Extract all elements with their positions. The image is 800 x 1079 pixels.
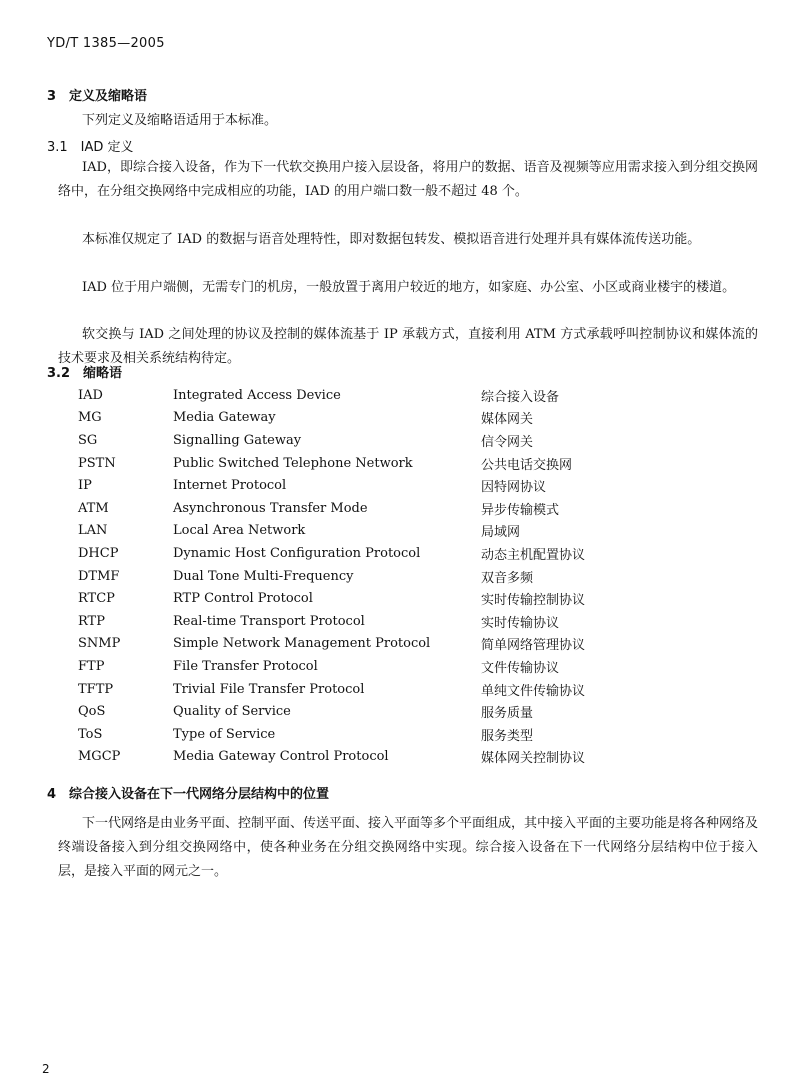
abbreviation-row — [78, 384, 681, 407]
abbreviation-chinese: 实时传输协议 — [481, 615, 560, 631]
abbreviation-term: SNMP — [78, 636, 121, 652]
abbreviation-english: Local Area Network — [173, 523, 306, 539]
abbreviations-table — [78, 384, 681, 768]
abbreviation-chinese: 双音多频 — [481, 570, 534, 586]
page-number: 2 — [42, 1062, 50, 1076]
abbreviation-term: MG — [78, 410, 102, 426]
abbreviation-chinese: 因特网协议 — [481, 480, 547, 496]
abbreviation-english: Integrated Access Device — [173, 387, 341, 403]
abbreviation-term: SG — [78, 432, 98, 448]
abbreviation-row — [78, 700, 681, 723]
section-3-1-paragraph-3: IAD 位于用户端侧，无需专门的机房，一般放置于离用户较近的地方，如家庭、办公室、小区或商业楼宇的楼道。 — [82, 280, 736, 295]
abbreviation-chinese: 服务类型 — [481, 728, 534, 744]
abbreviation-term: PSTN — [78, 455, 116, 471]
abbreviation-english: Dynamic Host Configuration Protocol — [173, 545, 421, 561]
abbreviation-english: Asynchronous Transfer Mode — [173, 500, 368, 516]
abbreviation-chinese: 信令网关 — [481, 434, 534, 450]
abbreviation-term: QoS — [78, 704, 106, 720]
abbreviation-chinese: 单纯文件传输协议 — [481, 683, 586, 699]
abbreviation-english: Internet Protocol — [173, 478, 287, 494]
abbreviation-chinese: 局域网 — [481, 525, 521, 541]
abbreviation-row — [78, 452, 681, 475]
abbreviation-english: RTP Control Protocol — [173, 591, 313, 607]
section-3-2-title: 3.2 缩略语 — [47, 366, 123, 381]
standard-number-header: YD/T 1385—2005 — [47, 36, 165, 51]
abbreviation-english: Quality of Service — [173, 704, 291, 720]
section-4-title: 4 综合接入设备在下一代网络分层结构中的位置 — [47, 787, 330, 802]
abbreviation-chinese: 文件传输协议 — [481, 660, 560, 676]
abbreviation-row — [78, 542, 681, 565]
section-3-1-paragraph-4: 软交换与 IAD 之间处理的协议及控制的媒体流基于 IP 承载方式，直接利用 ATM 方式承载呼叫控制协议和媒体流的技术要求及相关系统结构待定。 — [58, 327, 758, 366]
section-3-intro: 下列定义及缩略语适用于本标准。 — [82, 113, 278, 128]
section-4-paragraph-1: 下一代网络是由业务平面、控制平面、传送平面、接入平面等多个平面组成，其中接入平面的主要功能是将各种网络及终端设备接入到分组交换网络中，使各种业务在分组交换网络中实现。综合接入设备在下一代网络分层结构中位于接入层，是接入平面的网元之一。 — [58, 816, 759, 879]
section-3-1-paragraph-2: 本标准仅规定了 IAD 的数据与语音处理特性，即对数据包转发、模拟语音进行处理并具有媒体流传送功能。 — [82, 232, 701, 247]
abbreviation-row — [78, 474, 681, 497]
abbreviation-english: Real-time Transport Protocol — [173, 613, 365, 629]
abbreviation-chinese: 实时传输控制协议 — [481, 593, 586, 609]
abbreviation-chinese: 公共电话交换网 — [481, 457, 573, 473]
abbreviation-term: LAN — [78, 523, 108, 539]
abbreviation-row — [78, 633, 681, 656]
abbreviation-row — [78, 610, 681, 633]
abbreviation-english: File Transfer Protocol — [173, 658, 318, 674]
abbreviation-chinese: 媒体网关控制协议 — [481, 751, 586, 767]
abbreviation-english: Trivial File Transfer Protocol — [173, 681, 365, 697]
abbreviation-row — [78, 587, 681, 610]
section-3-1-paragraph-1: IAD，即综合接入设备，作为下一代软交换用户接入层设备，将用户的数据、语音及视频等应用需求接入到分组交换网络中，在分组交换网络中完成相应的功能，IAD 的用户端口数一般不超过 48 个。 — [58, 160, 758, 199]
abbreviation-chinese: 综合接入设备 — [481, 389, 560, 405]
abbreviations-table-body — [78, 384, 681, 768]
abbreviation-chinese: 媒体网关 — [481, 412, 534, 428]
abbreviation-chinese: 异步传输模式 — [481, 502, 560, 518]
abbreviation-term: RTCP — [78, 591, 115, 607]
abbreviation-term: ATM — [78, 500, 109, 516]
abbreviation-english: Dual Tone Multi-Frequency — [173, 568, 354, 584]
abbreviation-row — [78, 407, 681, 430]
abbreviation-english: Media Gateway Control Protocol — [173, 749, 389, 765]
abbreviation-english: Public Switched Telephone Network — [173, 455, 413, 471]
section-3-title: 3 定义及缩略语 — [47, 89, 148, 104]
abbreviation-chinese: 动态主机配置协议 — [481, 547, 586, 563]
abbreviation-row — [78, 723, 681, 746]
section-3-1-title: 3.1 IAD 定义 — [47, 140, 134, 155]
abbreviation-english: Simple Network Management Protocol — [173, 636, 431, 652]
abbreviation-term: DTMF — [78, 568, 120, 584]
abbreviation-row — [78, 655, 681, 678]
abbreviation-term: FTP — [78, 658, 105, 674]
abbreviation-row — [78, 520, 681, 543]
abbreviation-term: DHCP — [78, 545, 119, 561]
abbreviation-term: MGCP — [78, 749, 121, 765]
abbreviation-english: Media Gateway — [173, 410, 276, 426]
abbreviation-term: IAD — [78, 387, 103, 403]
abbreviation-row — [78, 746, 681, 769]
abbreviation-row — [78, 497, 681, 520]
abbreviation-row — [78, 565, 681, 588]
abbreviation-term: RTP — [78, 613, 105, 629]
abbreviation-row — [78, 429, 681, 452]
abbreviation-chinese: 服务质量 — [481, 706, 534, 722]
abbreviation-term: IP — [78, 478, 92, 494]
abbreviation-english: Signalling Gateway — [173, 432, 302, 448]
abbreviation-term: TFTP — [78, 681, 114, 697]
abbreviation-english: Type of Service — [173, 726, 276, 742]
abbreviation-chinese: 简单网络管理协议 — [481, 638, 586, 654]
abbreviation-term: ToS — [78, 726, 103, 742]
abbreviation-row — [78, 678, 681, 701]
